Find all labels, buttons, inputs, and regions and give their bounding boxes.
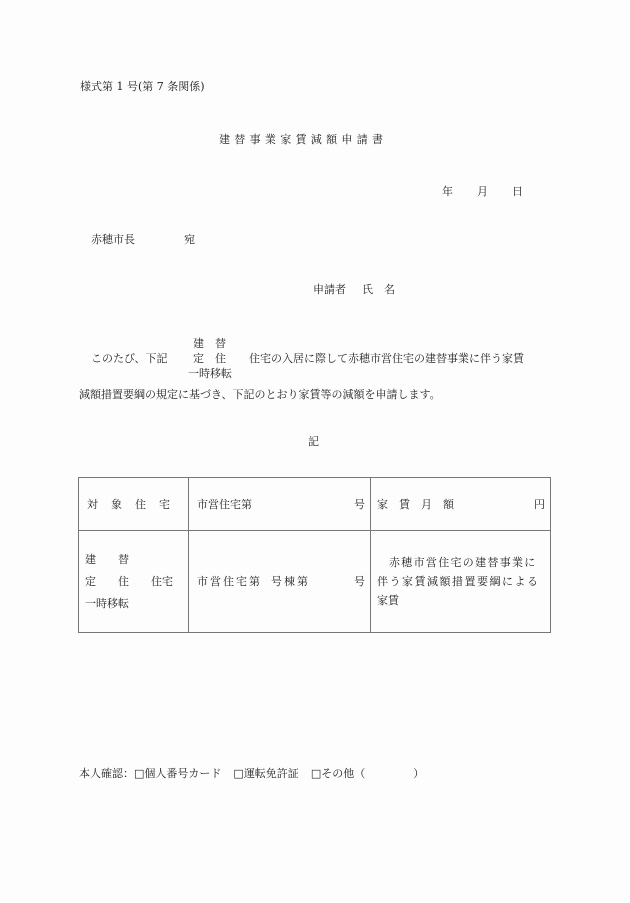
date-year: 年: [442, 185, 453, 198]
rent-note-line2: 伴う家賃減額措置要綱による: [377, 575, 540, 588]
option-other: その他（: [321, 767, 366, 780]
housing-number-b: 号棟第: [271, 575, 310, 588]
addressee-suffix: 宛: [184, 233, 195, 246]
ki-label: 記: [308, 435, 319, 448]
option-license: 運転免許証: [243, 767, 299, 780]
target-housing-label: 対 象 住 宅: [87, 498, 171, 511]
type-settle: 定 住 住宅: [85, 575, 173, 588]
housing-number-label: 市営住宅第: [197, 498, 252, 511]
addressee-name: 赤穂市長: [91, 233, 135, 246]
type-temporary: 一時移転: [85, 597, 129, 610]
housing-number-a: 市営住宅第: [197, 575, 262, 588]
body-line2: 減額措置要綱の規定に基づき、下記のとおり家賃等の減額を申請します。: [79, 388, 441, 401]
body-line1: 住宅の入居に際して赤穂市営住宅の建替事業に伴う家賃: [249, 352, 524, 365]
rent-note-line3: 家賃: [377, 594, 399, 607]
document-title: 建替事業家賃減額申請書: [219, 133, 388, 146]
option-settle: 定 住: [193, 352, 226, 365]
option-rebuild: 建 替: [193, 337, 226, 350]
rent-note-line1: 赤穂市営住宅の建替事業に: [389, 556, 537, 569]
form-number: 様式第 1 号(第 7 条関係): [80, 80, 205, 93]
application-table: [78, 477, 551, 633]
applicant-label: 申請者: [313, 283, 346, 296]
applicant-name-label: 氏 名: [362, 283, 395, 296]
identity-label: 本人確認：: [79, 767, 134, 780]
monthly-rent-label: 家 賃 月 額: [377, 498, 454, 511]
housing-number-c: 号: [354, 575, 365, 588]
date-month: 月: [477, 185, 488, 198]
checkbox-license[interactable]: □: [233, 767, 244, 780]
date-day: 日: [512, 185, 523, 198]
housing-number-suffix: 号: [354, 498, 365, 511]
checkbox-mynumber[interactable]: □: [134, 767, 145, 780]
type-rebuild: 建 替: [85, 553, 129, 566]
checkbox-other[interactable]: □: [310, 767, 322, 780]
option-mynumber: 個人番号カード: [144, 767, 222, 780]
identity-check: [79, 767, 424, 781]
option-temporary: 一時移転: [188, 367, 232, 380]
monthly-rent-suffix: 円: [534, 498, 545, 511]
body-prefix: このたび、下記: [91, 352, 168, 365]
other-close: ）: [413, 767, 425, 780]
